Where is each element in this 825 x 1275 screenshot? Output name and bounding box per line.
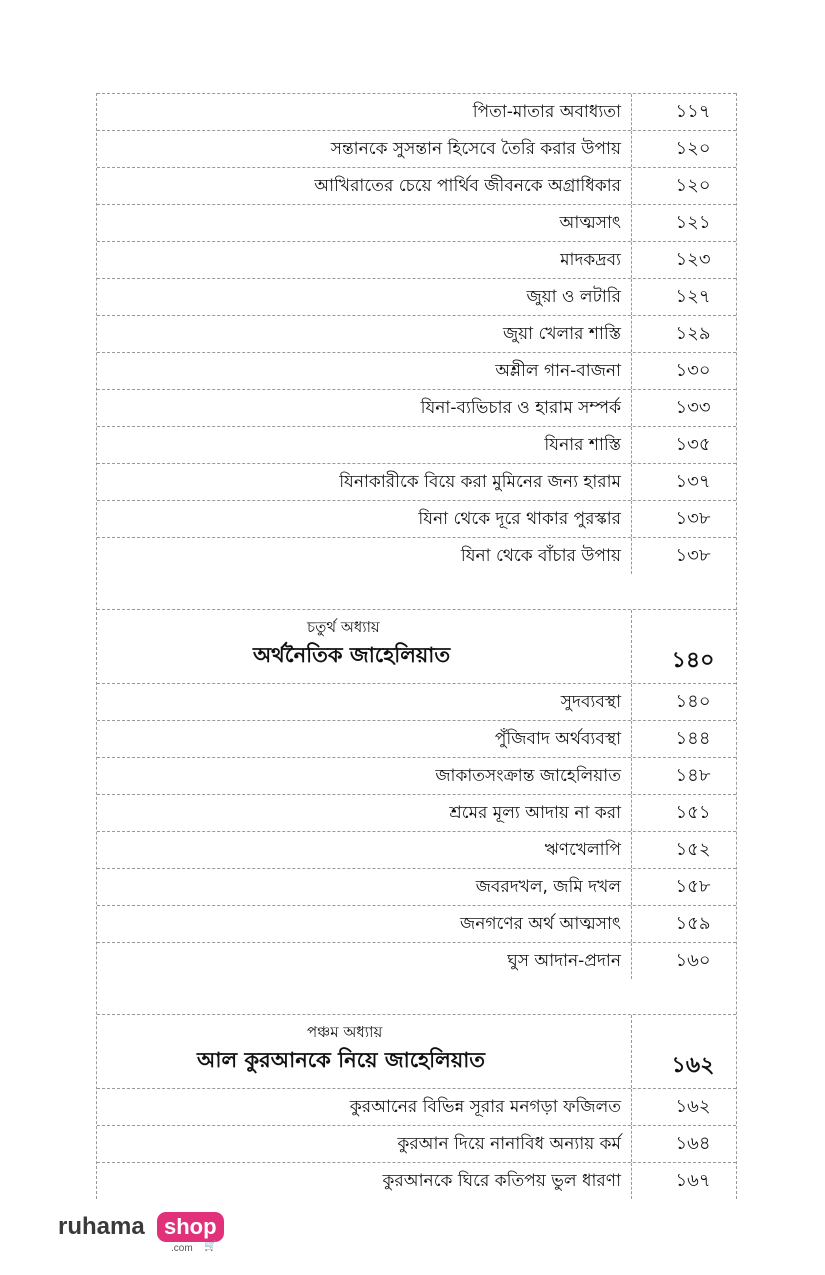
toc-page: ১৬৪: [675, 1133, 711, 1154]
toc-page: ১২০: [675, 138, 711, 159]
chapter-heading: [97, 610, 632, 683]
toc-row: [97, 352, 736, 389]
chapter-title: অর্থনৈতিক জাহেলিয়াত: [253, 643, 451, 667]
toc-page: ১৩০: [675, 360, 711, 381]
toc-row: [97, 204, 736, 241]
toc-row: [97, 537, 736, 609]
toc-row: [97, 831, 736, 868]
toc-title: পিতা-মাতার অবাধ্যতা: [97, 94, 632, 130]
toc-title: জুয়া ও লটারি: [97, 279, 632, 315]
toc-title: ঋণখেলাপি: [97, 832, 632, 868]
logo-shop-badge: shop: [157, 1212, 224, 1242]
toc-title: শ্রমের মূল্য আদায় না করা: [97, 795, 632, 831]
toc-title: যিনা থেকে বাঁচার উপায়: [97, 538, 632, 574]
toc-row: [97, 389, 736, 426]
toc-title: জাকাতসংক্রান্ত জাহেলিয়াত: [97, 758, 632, 794]
toc-row: [97, 868, 736, 905]
toc-page: ১৩৫: [675, 434, 711, 455]
toc-row: [97, 463, 736, 500]
chapter-label: চতুর্থ অধ্যায়: [307, 618, 380, 636]
toc-page: ১২০: [675, 175, 711, 196]
toc-page: ১২৯: [675, 323, 711, 344]
toc-row: [97, 1162, 736, 1199]
toc-page: ১৫১: [675, 802, 711, 823]
toc-page: ১৪৪: [675, 728, 711, 749]
toc-row: [97, 757, 736, 794]
toc-row: [97, 500, 736, 537]
logo-ruhama-text: ruhama: [58, 1213, 145, 1240]
table-of-contents: [96, 93, 737, 1199]
toc-page: ১৬০: [675, 950, 711, 971]
toc-title: যিনা-ব্যভিচার ও হারাম সম্পর্ক: [97, 390, 632, 426]
toc-title: মাদকদ্রব্য: [97, 242, 632, 278]
chapter-heading-row: [97, 609, 736, 683]
chapter-title: আল কুরআনকে নিয়ে জাহেলিয়াত: [197, 1048, 486, 1072]
toc-row: [97, 93, 736, 130]
toc-row: [97, 720, 736, 757]
toc-title: ঘুস আদান-প্রদান: [97, 943, 632, 979]
toc-page: ১৪০: [675, 691, 711, 712]
toc-title: জুয়া খেলার শাস্তি: [97, 316, 632, 352]
chapter-label: পঞ্চম অধ্যায়: [307, 1023, 383, 1041]
toc-title: যিনাকারীকে বিয়ে করা মুমিনের জন্য হারাম: [97, 464, 632, 500]
toc-title: কুরআন দিয়ে নানাবিধ অন্যায় কর্ম: [97, 1126, 632, 1162]
toc-title: সুদব্যবস্থা: [97, 684, 632, 720]
toc-page: ১৪৮: [675, 765, 711, 786]
toc-row: [97, 278, 736, 315]
chapter-heading-row: [97, 1014, 736, 1088]
toc-title: আখিরাতের চেয়ে পার্থিব জীবনকে অগ্রাধিকার: [97, 168, 632, 204]
chapter-heading: [97, 1015, 632, 1088]
toc-title: পুঁজিবাদ অর্থব্যবস্থা: [97, 721, 632, 757]
toc-page: ১৫৮: [675, 876, 711, 897]
toc-title: জবরদখল, জমি দখল: [97, 869, 632, 905]
toc-row: [97, 683, 736, 720]
toc-row: [97, 942, 736, 1014]
toc-title: আত্মসাৎ: [97, 205, 632, 241]
toc-row: [97, 794, 736, 831]
toc-title: সন্তানকে সুসন্তান হিসেবে তৈরি করার উপায়: [97, 131, 632, 167]
toc-page: ১৩৮: [675, 545, 711, 566]
toc-page: ১৫২: [675, 839, 711, 860]
toc-row: [97, 1088, 736, 1125]
toc-page: ১৫৯: [675, 913, 711, 934]
chapter-page: ১৪০: [671, 648, 715, 673]
toc-row: [97, 426, 736, 463]
toc-row: [97, 905, 736, 942]
toc-page: ১২৭: [675, 286, 711, 307]
toc-page: ১৩৩: [675, 397, 711, 418]
toc-row: [97, 241, 736, 278]
toc-row: [97, 167, 736, 204]
toc-row: [97, 130, 736, 167]
toc-title: জনগণের অর্থ আত্মসাৎ: [97, 906, 632, 942]
chapter-page: ১৬২: [671, 1053, 715, 1078]
toc-page: ১১৭: [675, 101, 711, 122]
toc-title: কুরআনের বিভিন্ন সূরার মনগড়া ফজিলত: [97, 1089, 632, 1125]
toc-title: যিনা থেকে দূরে থাকার পুরস্কার: [97, 501, 632, 537]
toc-page: ১২১: [675, 212, 711, 233]
toc-row: [97, 1125, 736, 1162]
toc-title: যিনার শাস্তি: [97, 427, 632, 463]
toc-title: কুরআনকে ঘিরে কতিপয় ভুল ধারণা: [97, 1163, 632, 1199]
toc-page: ১৩৭: [675, 471, 711, 492]
toc-page: ১৩৮: [675, 508, 711, 529]
toc-page: ১৬২: [675, 1096, 711, 1117]
toc-title: অশ্লীল গান-বাজনা: [97, 353, 632, 389]
toc-page: ১৬৭: [675, 1170, 711, 1191]
toc-row: [97, 315, 736, 352]
logo-com-text: .com: [171, 1243, 193, 1254]
toc-page: ১২৩: [675, 249, 711, 270]
cart-icon: 🛒: [204, 1241, 217, 1252]
